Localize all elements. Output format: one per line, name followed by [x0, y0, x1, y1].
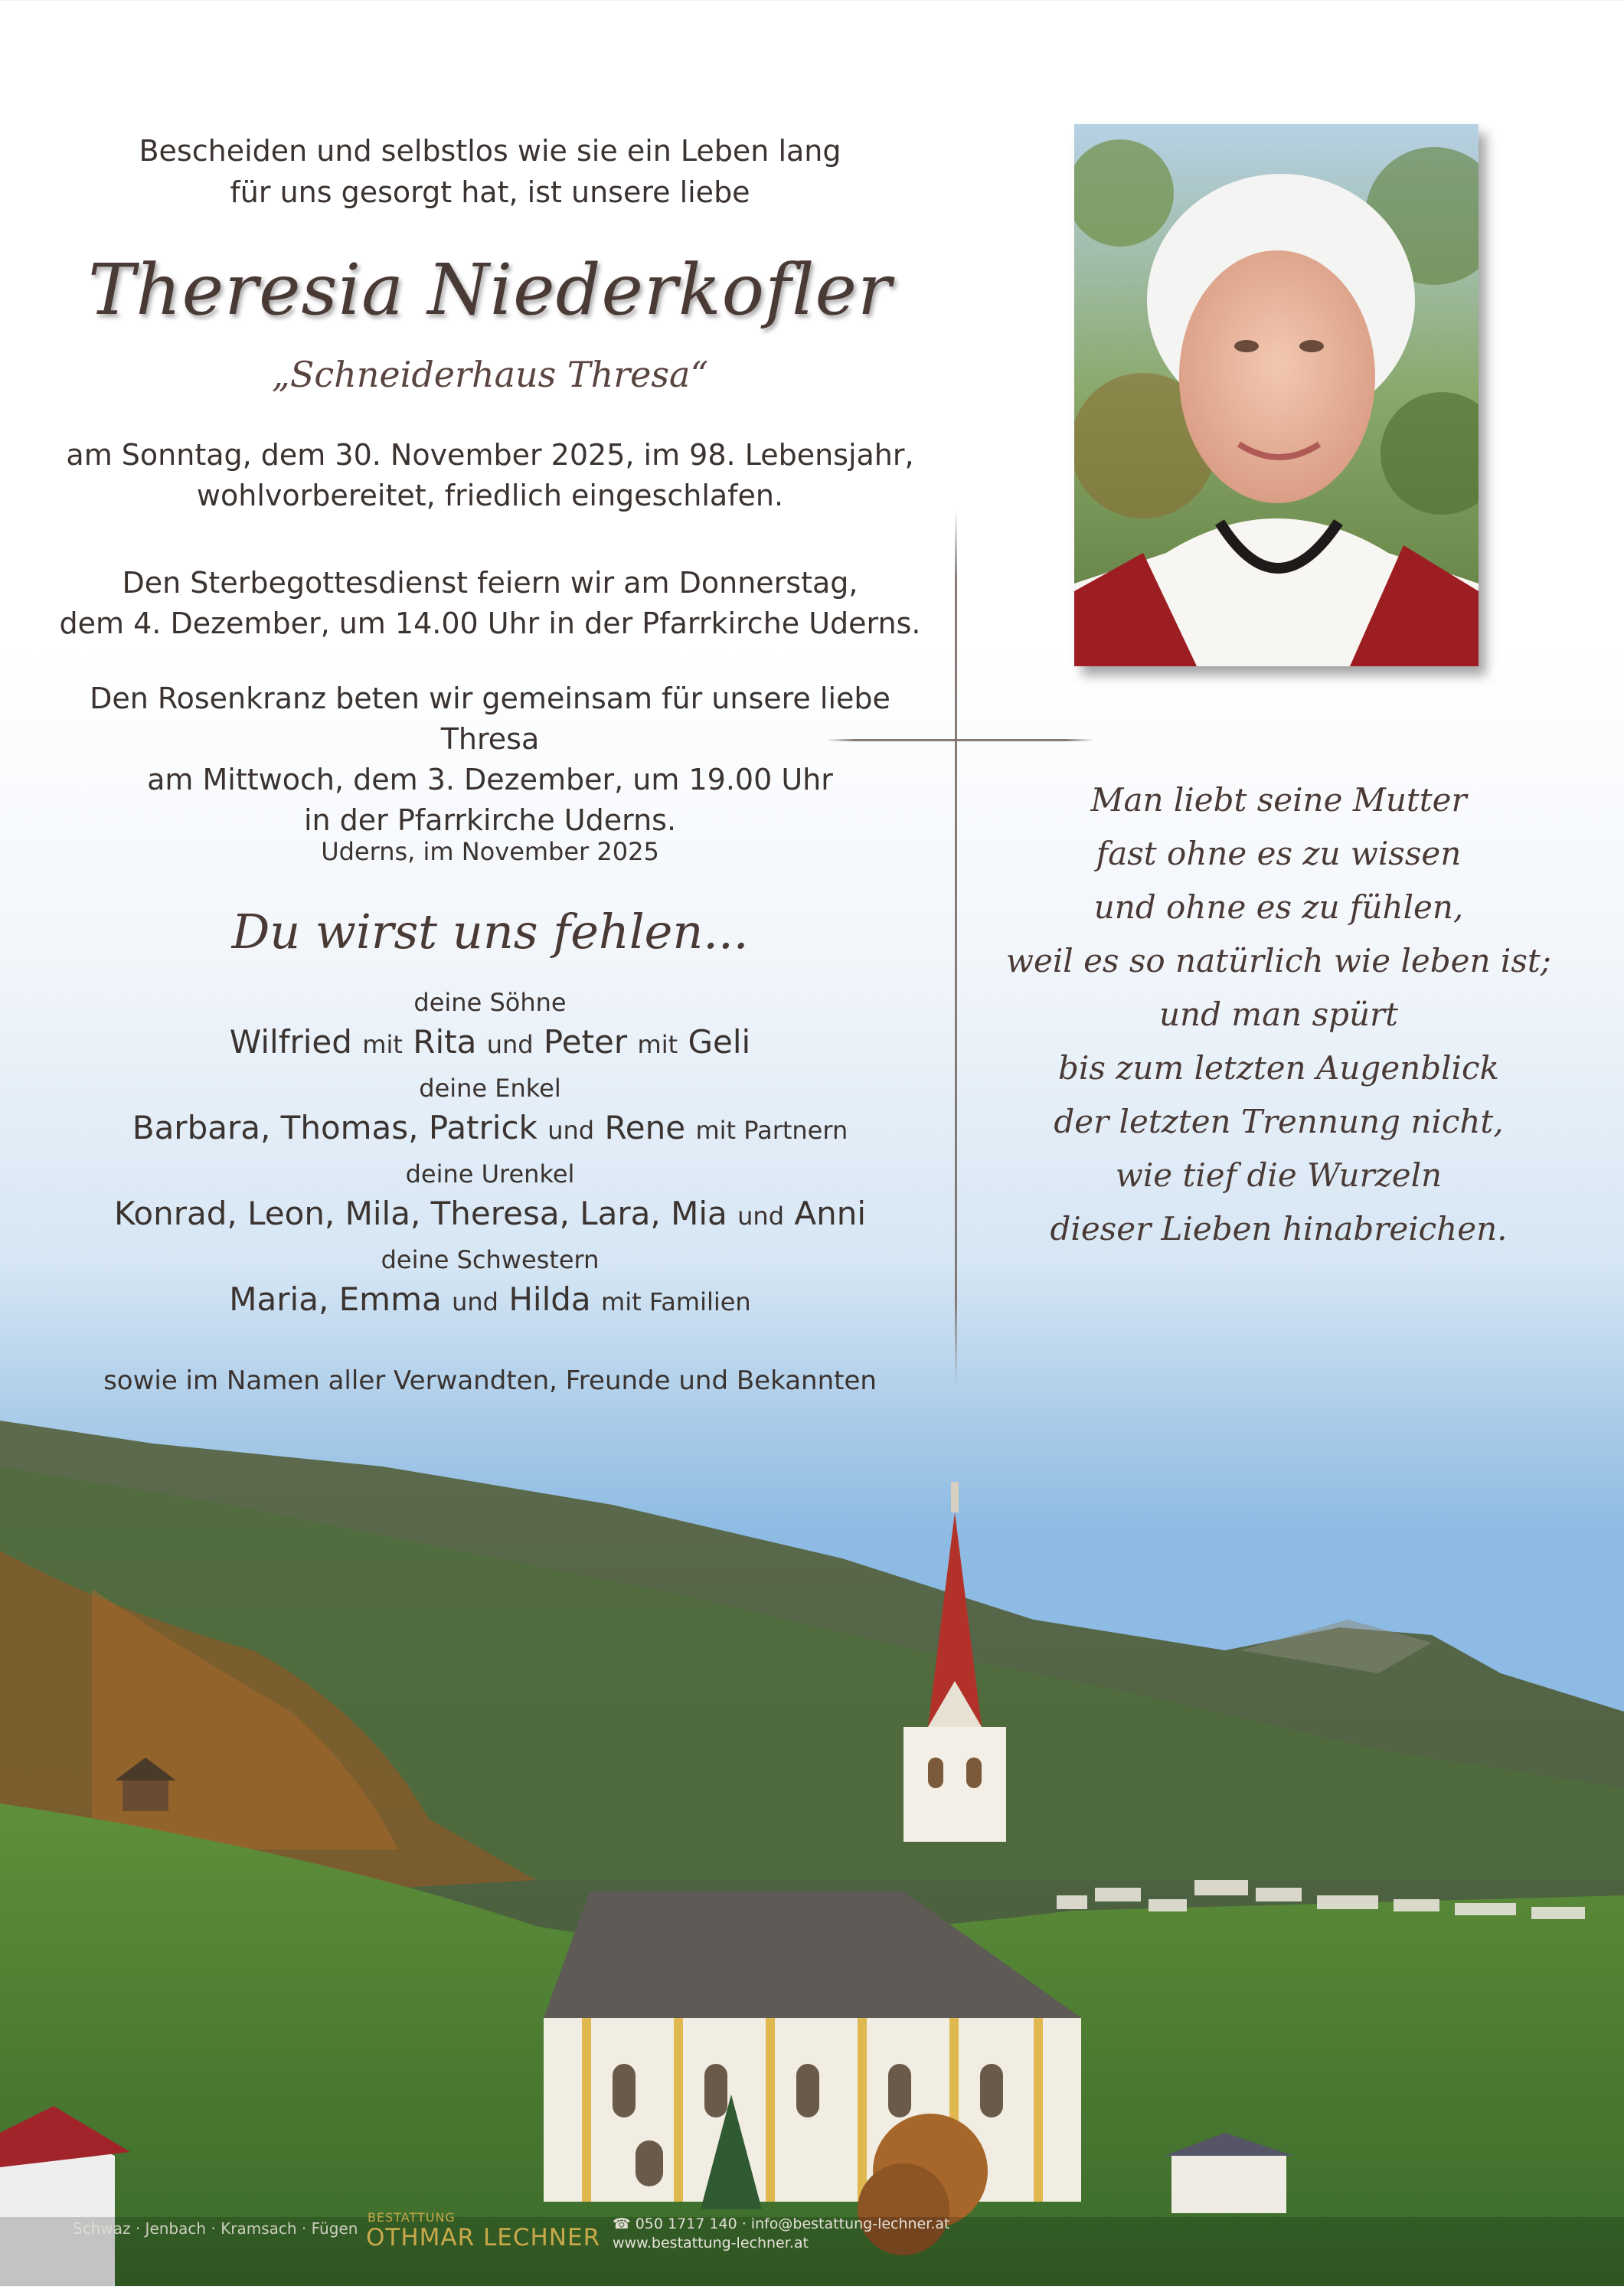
rosary-line-1: Den Rosenkranz beten wir gemeinsam für unsere liebe Thresa — [90, 682, 890, 756]
grandchildren-names — [46, 1109, 934, 1146]
names: Barbara, Thomas, Patrick — [132, 1109, 538, 1146]
name: Hilda — [508, 1280, 591, 1318]
intro-text — [46, 130, 934, 213]
name: Anni — [794, 1195, 866, 1232]
death-notice-line-1: am Sonntag, dem 30. November 2025, im 98. Lebensjahr, — [66, 438, 914, 472]
name: Rene — [604, 1109, 686, 1146]
cross-vertical-bar — [955, 509, 957, 1386]
name: Wilfried — [229, 1023, 352, 1061]
sisters-label: deine Schwestern — [381, 1245, 600, 1274]
intro-line-1: Bescheiden und selbstlos wie sie ein Leben lang — [139, 134, 841, 168]
landscape-illustration — [0, 1421, 1624, 2286]
poem-line: wie tief die Wurzeln — [1115, 1156, 1443, 1194]
poem-line: und ohne es zu fühlen, — [1093, 888, 1464, 926]
connector: und — [486, 1030, 534, 1059]
poem-line: und man spürt — [1158, 996, 1399, 1033]
portrait-illustration — [1074, 124, 1479, 666]
great-grandchildren-label: deine Urenkel — [405, 1159, 575, 1189]
poem-line: fast ohne es zu wissen — [1096, 835, 1462, 872]
poem-line: bis zum letzten Augenblick — [1058, 1049, 1499, 1087]
footer-contact-website: www.bestattung-lechner.at — [613, 2235, 809, 2251]
great-grandchildren-names — [46, 1195, 934, 1232]
poem-line: dieser Lieben hinabreichen. — [1050, 1210, 1508, 1248]
funeral-line-2: dem 4. Dezember, um 14.00 Uhr in der Pfarrkirche Uderns. — [59, 607, 921, 640]
poem-line: weil es so natürlich wie leben ist; — [1006, 942, 1551, 979]
sons-label: deine Söhne — [413, 988, 567, 1017]
church-landscape-image — [0, 1421, 1624, 2286]
sisters-names — [46, 1280, 934, 1318]
connector: mit — [637, 1030, 678, 1059]
footer-towns: Schwaz · Jenbach · Kramsach · Fügen — [73, 2219, 358, 2238]
death-notice — [46, 435, 934, 516]
portrait-photo — [1074, 124, 1479, 666]
footer-contact-phone-email: ☎ 050 1717 140 · info@bestattung-lechner.at — [613, 2215, 950, 2232]
deceased-nickname: „Schneiderhaus Thresa“ — [272, 354, 708, 395]
rosary-notice — [46, 679, 934, 841]
poem — [995, 773, 1562, 1256]
connector: mit — [362, 1030, 403, 1059]
name: Peter — [543, 1023, 628, 1061]
rosary-line-2: am Mittwoch, dem 3. Dezember, um 19.00 Uhr — [147, 763, 833, 796]
cross-horizontal-bar — [827, 739, 1093, 741]
connector: und — [737, 1202, 784, 1231]
death-notice-line-2: wohlvorbereitet, friedlich eingeschlafen. — [196, 479, 784, 512]
connector: und — [452, 1287, 498, 1316]
names: Konrad, Leon, Mila, Theresa, Lara, Mia — [113, 1195, 727, 1232]
funeral-notice — [46, 563, 934, 644]
name: Rita — [413, 1023, 477, 1061]
name: Geli — [688, 1023, 751, 1061]
intro-line-2: für uns gesorgt hat, ist unsere liebe — [230, 175, 750, 209]
footer-logo-big: OTHMAR LECHNER — [366, 2224, 601, 2251]
deceased-name: Theresia Niederkofler — [88, 249, 892, 331]
poem-line: der letzten Trennung nicht, — [1054, 1103, 1504, 1140]
funeral-line-1: Den Sterbegottesdienst feiern wir am Donnerstag, — [122, 566, 858, 600]
rosary-line-3: in der Pfarrkirche Uderns. — [303, 803, 677, 837]
connector: mit Partnern — [695, 1116, 848, 1145]
place-date: Uderns, im November 2025 — [321, 837, 659, 866]
connector: und — [547, 1116, 595, 1145]
connector: mit Familien — [601, 1287, 751, 1316]
farewell-heading: Du wirst uns fehlen... — [231, 904, 749, 960]
sons-names — [46, 1023, 934, 1061]
grandchildren-label: deine Enkel — [419, 1074, 561, 1103]
footer-logo-small: BESTATTUNG — [368, 2210, 456, 2225]
names: Maria, Emma — [229, 1280, 442, 1318]
poem-line: Man liebt seine Mutter — [1090, 781, 1467, 819]
closing-line: sowie im Namen aller Verwandten, Freunde und Bekannten — [103, 1365, 877, 1396]
